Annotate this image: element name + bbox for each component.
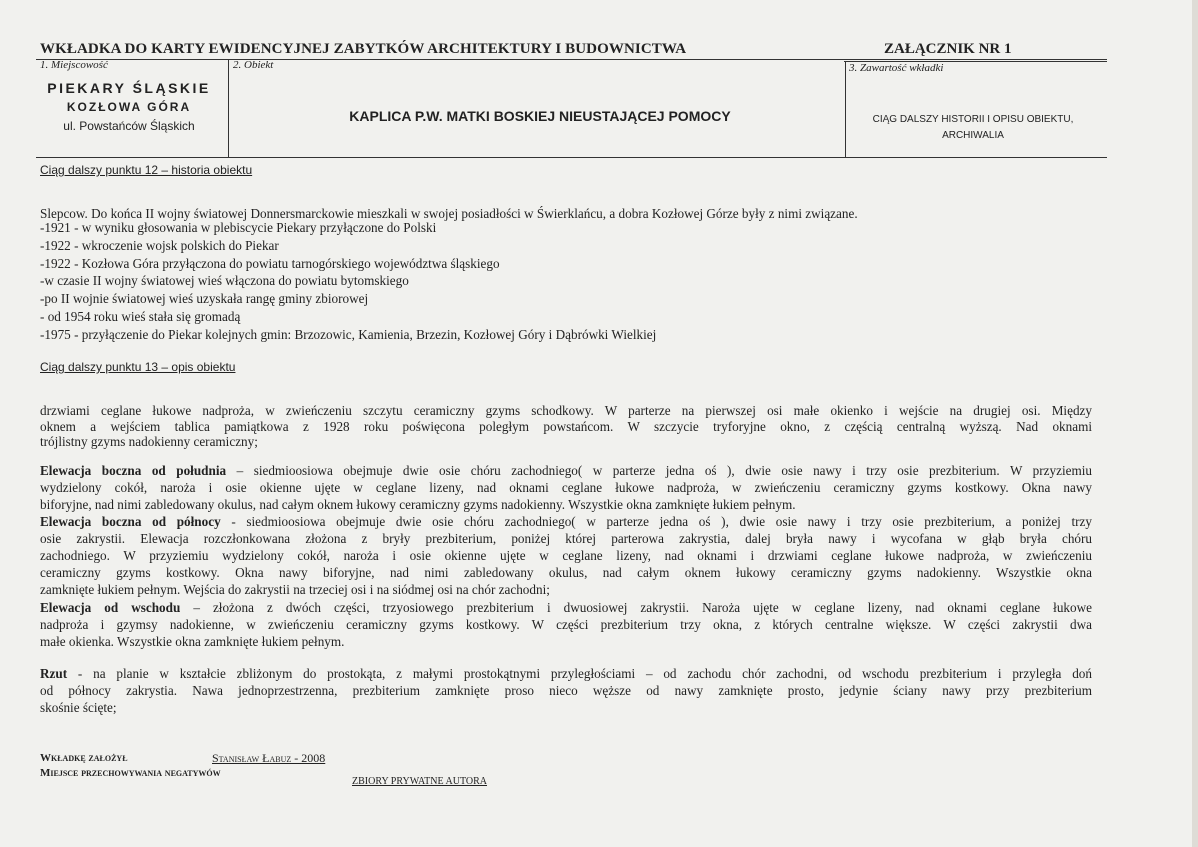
history-line: -po II wojnie światowej wieś uzyskała rangę gminy zbiorowej bbox=[40, 291, 369, 306]
history-line: -w czasie II wojny światowej wieś włączona do powiatu bytomskiego bbox=[40, 273, 409, 288]
content-line-1: CIĄG DALSZY HISTORII I OPISU OBIEKTU, bbox=[872, 114, 1074, 125]
plan-line: skośnie ścięte; bbox=[40, 700, 117, 715]
history-line: Slepcow. Do końca II wojny światowej Donnersmarckowie mieszkali w swojej posiadłości w Świerklańcu, a dobra Kozłowej Górze były z nimi związane. bbox=[40, 206, 858, 221]
plan-line: Rzut - na planie w kształcie zbliżonym do prostokąta, z małymi prostokątnymi przyległościami – od zachodu chór zachodni, od wschodu prezbiterium i przyległa doń bbox=[40, 666, 1092, 681]
locality-street: ul. Powstańców Śląskich bbox=[63, 119, 195, 133]
history-line: -1921 - w wyniku głosowania w plebiscycie Piekary przyłączone do Polski bbox=[40, 220, 437, 235]
east-elevation-label: Elewacja od wschodu bbox=[40, 600, 181, 615]
locality-district: KOZŁOWA GÓRA bbox=[66, 100, 192, 114]
history-line: -1975 - przyłączenie do Piekar kolejnych gmin: Brzozowic, Kamienia, Brzezin, Kozłowej Góry i Dąbrówki Wielkiej bbox=[40, 327, 657, 342]
south-elevation-line: wydzielony cokół, naroża i osie okienne ujęte w ceglane lizeny, nad oknami ceglane łukowe nadproża, w zwieńczeniu ceramiczny gzyms kostkowy. Okna nawy bbox=[40, 480, 1092, 495]
plan-label: Rzut bbox=[40, 666, 68, 681]
scan-edge bbox=[1192, 0, 1198, 847]
locality-city: PIEKARY ŚLĄSKIE bbox=[47, 80, 211, 96]
storage-value: ZBIORY PRYWATNE AUTORA bbox=[352, 776, 488, 787]
north-elevation-line: zachodniego. W przyziemiu wydzielony cokół, naroża i osie okienne ujęte w ceglane lizeny, nad oknami i drzwiami ceglane łukowe nadproża, w zwieńczeniu bbox=[40, 548, 1092, 563]
south-elevation-line: Elewacja boczna od południa – siedmioosiowa obejmuje dwie osie chóru zachodniego( w parterze jedna oś ), dwie osie nawy i trzy osie prezbiterium. W przyziemiu bbox=[40, 463, 1092, 478]
storage-label: Miejsce przechowywania negatywów bbox=[40, 767, 221, 779]
description-line: drzwiami ceglane łukowe nadproża, w zwieńczeniu szczytu ceramiczny gzyms schodkowy. W parterze na pierwszej osi małe okienko i wejście na drugiej osi. Między bbox=[40, 403, 1092, 418]
author-value: Stanisław Łabuz - 2008 bbox=[212, 751, 326, 765]
north-elevation-line: ceramiczny gzyms kostkowy. Okna nawy biforyjne, nad nimi zabledowany okulus, nad całym oknem łukowy ceramiczny gzyms nadokienny. Wszystkie okna bbox=[40, 565, 1092, 580]
plan-line: od północy zakrystia. Nawa jednoprzestrzenna, prezbiterium zamknięte proso nieco węższe od nawy zamknięte prosto, jedynie ściany nawy przy prezbiterium bbox=[40, 683, 1092, 698]
history-line: -1922 - Kozłowa Góra przyłączona do powiatu tarnogórskiego województwa śląskiego bbox=[40, 256, 500, 271]
east-elevation-line: małe okienka. Wszystkie okna zamknięte łukiem pełnym. bbox=[40, 634, 345, 649]
east-elevation-line: nadproża i gzymsy nadokienne, w zwieńczeniu ceramiczny gzyms kostkowy. W części prezbiterium trzy okna, z których centralne większe. W części zakrystii dwa bbox=[40, 617, 1092, 632]
north-elevation-line: Elewacja boczna od północy - siedmioosiowa obejmuje dwie osie chóru zachodniego( w parterze jedna oś ), dwie osie nawy i trzy osie prezbiterium, a poniżej trzy bbox=[40, 514, 1092, 529]
field-label-locality: 1. Miejscowość bbox=[40, 59, 108, 71]
object-name: KAPLICA P.W. MATKI BOSKIEJ NIEUSTAJĄCEJ POMOCY bbox=[349, 108, 731, 124]
history-line: -1922 - wkroczenie wojsk polskich do Piekar bbox=[40, 238, 279, 253]
field-label-object: 2. Obiekt bbox=[233, 59, 274, 71]
history-line: - od 1954 roku wieś stała się gromadą bbox=[40, 309, 241, 324]
cell-divider-1 bbox=[228, 59, 229, 158]
south-elevation-line: biforyjne, nad nimi zabledowany okulus, nad całym oknem łukowy ceramiczny gzyms nadokienny. Wszystkie okna zamknięte łukiem pełnym. bbox=[40, 497, 796, 512]
header-bottom-rule bbox=[36, 157, 1107, 158]
north-elevation-label: Elewacja boczna od północy bbox=[40, 514, 221, 529]
header-top-rule bbox=[36, 59, 1107, 60]
author-label: Wkładkę założył bbox=[40, 752, 128, 764]
north-elevation-line: osie zakrystii. Elewacja rozczłonkowana złożona z bryły prezbiterium, poniżej której parterowa zakrystia, dalej bryła nawy i wycofana w głąb bryła chóru bbox=[40, 531, 1092, 546]
document-title: WKŁADKA DO KARTY EWIDENCYJNEJ ZABYTKÓW ARCHITEKTURY I BUDOWNICTWA bbox=[40, 41, 687, 57]
section-13-heading: Ciąg dalszy punktu 13 – opis obiektu bbox=[40, 360, 236, 374]
north-elevation-line: zamknięte łukiem pełnym. Wejścia do zakrystii na trzeciej osi i na siódmej osi na chór zachodni; bbox=[40, 582, 550, 597]
content-line-2: ARCHIWALIA bbox=[942, 130, 1004, 141]
east-elevation-line: Elewacja od wschodu – złożona z dwóch części, trzyosiowego prezbiterium i dwuosiowej zakrystii. Naroża ujęte w ceglane lizeny, nad oknami ceglane łukowe bbox=[40, 600, 1092, 615]
section-12-heading: Ciąg dalszy punktu 12 – historia obiektu bbox=[40, 163, 253, 177]
field-label-content: 3. Zawartość wkładki bbox=[849, 62, 944, 74]
description-line: oknem a wejściem tablica pamiątkowa z 1928 roku poświęcona poległym powstańcom. W szczycie tryforyjne okno, z częścią centralną wyższą. Nad oknami bbox=[40, 419, 1092, 434]
south-elevation-label: Elewacja boczna od południa bbox=[40, 463, 227, 478]
annex-number: ZAŁĄCZNIK NR 1 bbox=[884, 41, 1012, 57]
description-line: trójlistny gzyms nadokienny ceramiczny; bbox=[40, 434, 258, 449]
